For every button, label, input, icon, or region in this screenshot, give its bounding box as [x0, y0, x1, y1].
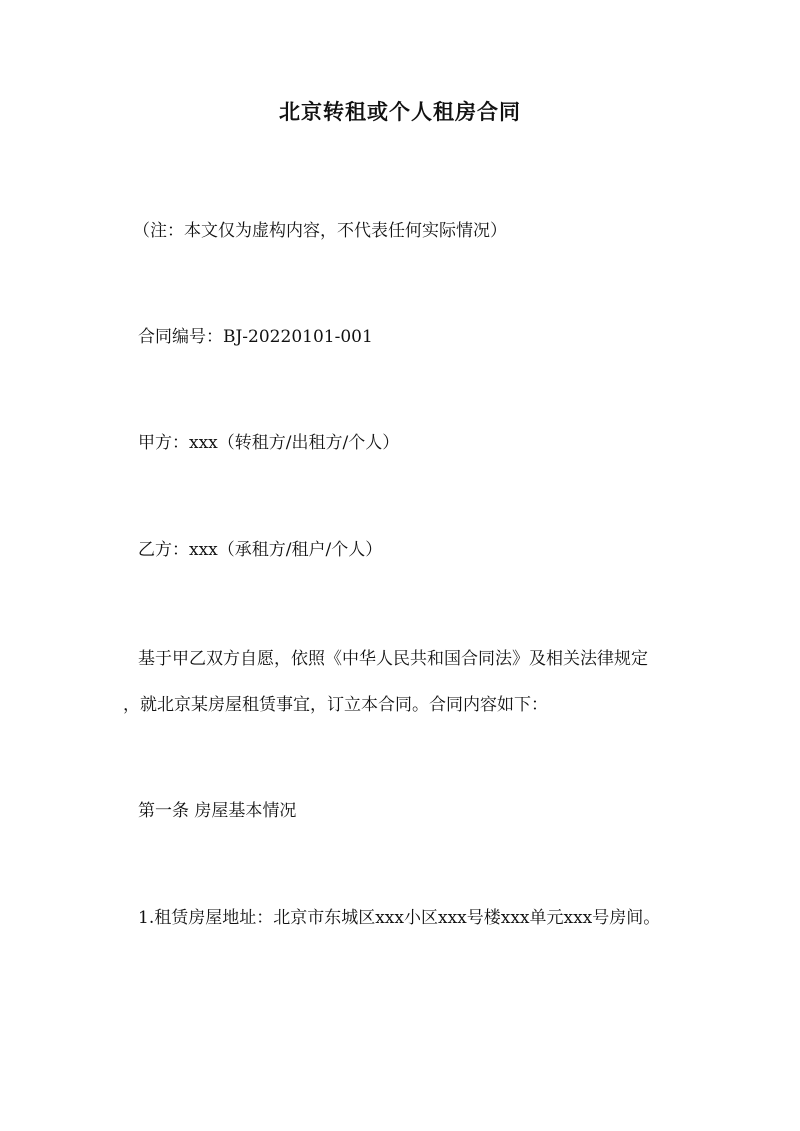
- preamble-line-2: ，就北京某房屋租赁事宜，订立本合同。合同内容如下：: [123, 695, 548, 715]
- party-b: 乙方：xxx（承租方/租户/个人）: [138, 540, 383, 560]
- preamble-line-1: 基于甲乙双方自愿，依照《中华人民共和国合同法》及相关法律规定: [138, 649, 648, 669]
- disclaimer-note: （注：本文仅为虚构内容，不代表任何实际情况）: [133, 221, 507, 241]
- document-title: 北京转租或个人租房合同: [279, 99, 521, 124]
- article-1-item-1: 1.租赁房屋地址：北京市东城区xxx小区xxx号楼xxx单元xxx号房间。: [138, 908, 661, 928]
- article-1-heading: 第一条 房屋基本情况: [138, 801, 297, 821]
- party-a: 甲方：xxx（转租方/出租方/个人）: [138, 433, 400, 453]
- contract-number: 合同编号：BJ-20220101-001: [138, 327, 373, 347]
